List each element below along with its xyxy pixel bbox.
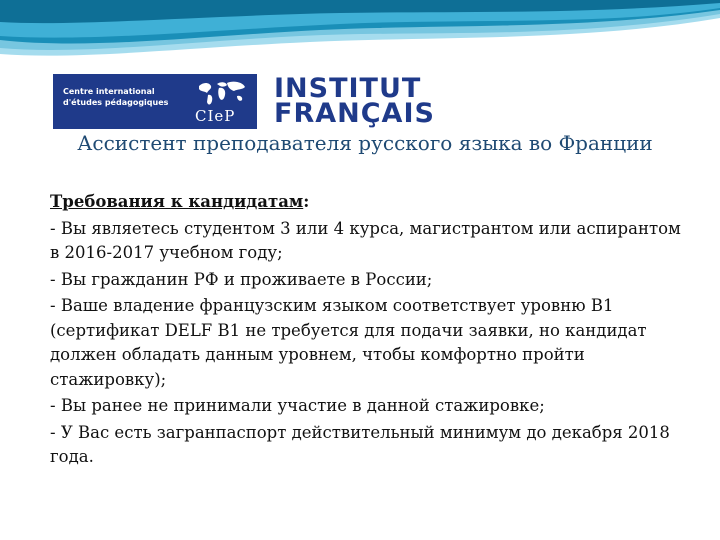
if-line-1: INSTITUT — [274, 73, 422, 104]
if-line-2: FRANÇAIS — [274, 98, 435, 129]
requirement-item: - У Вас есть загранпаспорт действительный минимум до декабря 2018 года. — [50, 422, 670, 466]
world-map-icon — [193, 78, 249, 108]
ciep-logo-text — [63, 86, 173, 108]
header-wave-decoration — [0, 0, 720, 70]
requirements-heading-text: Требования к кандидатам — [50, 192, 304, 211]
requirement-item: - Вы гражданин РФ и проживаете в России; — [50, 269, 433, 289]
requirements-heading — [50, 190, 690, 215]
institut-francais-logo — [274, 73, 435, 129]
slide-title: Ассистент преподавателя русского языка во Франции — [77, 131, 653, 155]
requirement-item: - Вы являетесь студентом 3 или 4 курса, магистрантом или аспирантом в 2016-2017 учебном году; — [50, 218, 681, 262]
requirements-section — [50, 190, 690, 470]
ciep-line-2: d'études pédagogiques — [63, 98, 169, 107]
requirements-heading-colon: : — [303, 192, 310, 211]
requirement-item: - Ваше владение французским языком соответствует уровню B1 (сертификат DELF B1 не требуется для подачи заявки, но кандидат должен обладать данным уровнем, чтобы комфортно пройти стажировку); — [50, 296, 647, 389]
requirement-item: - Вы ранее не принимали участие в данной стажировке; — [50, 396, 545, 415]
ciep-line-1: Centre international — [63, 87, 155, 96]
ciep-mark: CIeP — [195, 107, 236, 125]
ciep-logo — [53, 74, 257, 129]
